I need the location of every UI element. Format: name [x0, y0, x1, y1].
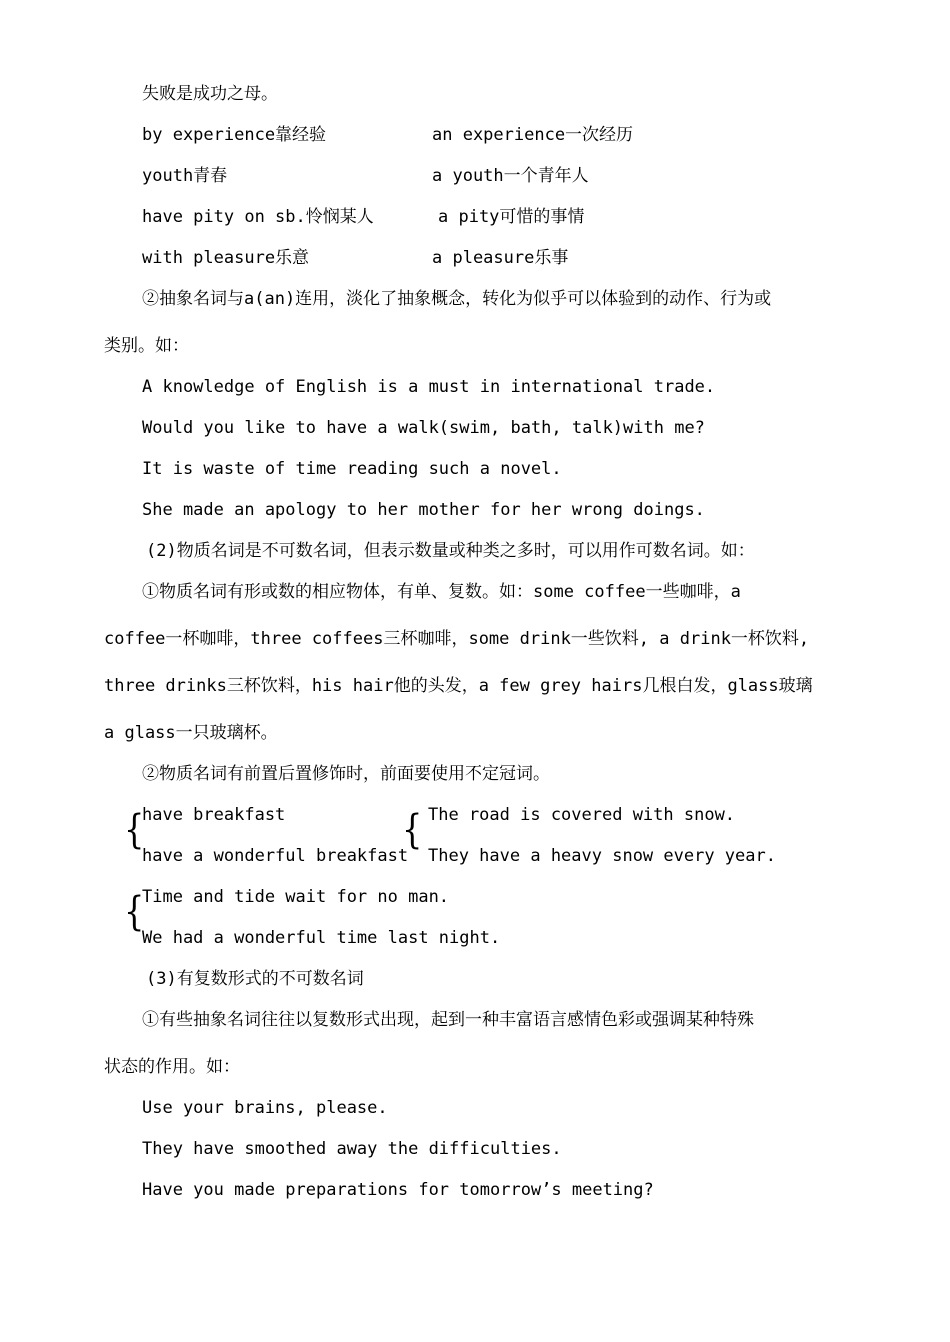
text-line: 类别。如： — [104, 336, 189, 356]
pair-right: a pity可惜的事情 — [438, 207, 585, 227]
brace-icon: { — [402, 807, 423, 853]
pair-right: a youth一个青年人 — [432, 166, 589, 186]
text-line: coffee一杯咖啡，three coffees三杯咖啡，some drink一些饮料, a drink一杯饮料, — [104, 629, 810, 649]
example-sentence: The road is covered with snow. — [428, 805, 736, 825]
text-line: three drinks三杯饮料，his hair他的头发，a few grey hairs几根白发，glass玻璃 — [104, 676, 813, 696]
example-sentence: have breakfast — [142, 805, 286, 825]
example-sentence: Have you made preparations for tomorrow’s meeting? — [142, 1180, 654, 1200]
text-line: 状态的作用。如： — [104, 1057, 240, 1077]
text-line: a glass一只玻璃杯。 — [104, 723, 278, 743]
text-line: ①物质名词有形或数的相应物体，有单、复数。如：some coffee一些咖啡，a — [142, 582, 741, 602]
brace-icon: { — [124, 889, 145, 935]
pair-left: youth青春 — [142, 166, 228, 186]
example-sentence: It is waste of time reading such a novel. — [142, 459, 562, 479]
pair-left: with pleasure乐意 — [142, 248, 310, 268]
example-sentence: A knowledge of English is a must in international trade. — [142, 377, 716, 397]
pair-left: by experience靠经验 — [142, 125, 327, 145]
example-sentence: Time and tide wait for no man. — [142, 887, 450, 907]
example-sentence: They have smoothed away the difficulties. — [142, 1139, 562, 1159]
example-sentence: Would you like to have a walk(swim, bath, talk)with me? — [142, 418, 705, 438]
brace-icon: { — [124, 807, 145, 853]
example-sentence: She made an apology to her mother for her wrong doings. — [142, 500, 705, 520]
text-line: ①有些抽象名词往往以复数形式出现，起到一种丰富语言感情色彩或强调某种特殊 — [142, 1010, 754, 1030]
example-sentence: They have a heavy snow every year. — [428, 846, 776, 866]
example-sentence: Use your brains, please. — [142, 1098, 388, 1118]
text-line: 失败是成功之母。 — [142, 84, 278, 104]
pair-left: have pity on sb.怜悯某人 — [142, 207, 374, 227]
section-heading: (2)物质名词是不可数名词，但表示数量或种类之多时，可以用作可数名词。如： — [146, 541, 755, 561]
pair-right: a pleasure乐事 — [432, 248, 569, 268]
pair-right: an experience一次经历 — [432, 125, 634, 145]
text-line: ②抽象名词与a(an)连用，淡化了抽象概念，转化为似乎可以体验到的动作、行为或 — [142, 289, 772, 309]
example-sentence: have a wonderful breakfast — [142, 846, 409, 866]
example-sentence: We had a wonderful time last night. — [142, 928, 501, 948]
text-line: ②物质名词有前置后置修饰时，前面要使用不定冠词。 — [142, 764, 550, 784]
section-heading: (3)有复数形式的不可数名词 — [146, 969, 364, 989]
